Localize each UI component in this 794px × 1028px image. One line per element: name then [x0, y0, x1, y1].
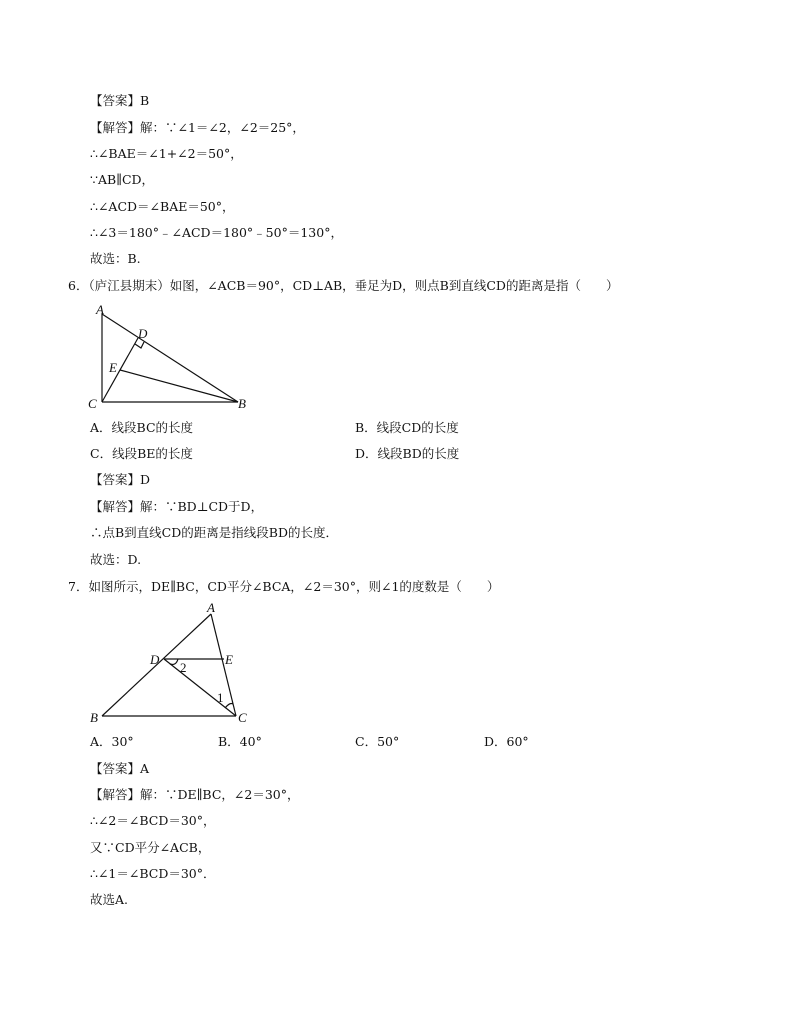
q7-figure — [80, 598, 270, 728]
label-d: D — [138, 326, 148, 341]
q7-option-d: D．60° — [484, 734, 529, 749]
label-a: A — [96, 302, 104, 317]
label-a: A — [207, 600, 215, 615]
q7-answer: 【答案】A — [90, 761, 150, 776]
right-angle-mark — [135, 342, 144, 348]
q6-solution-line: 【解答】解：∵BD⊥CD于D， — [90, 499, 264, 514]
q7-stem: 7．如图所示，DE∥BC，CD平分∠BCA，∠2＝30°，则∠1的度数是（ ） — [68, 579, 500, 594]
q6-stem: 6．（庐江县期末）如图，∠ACB＝90°，CD⊥AB，垂足为D，则点B到直线CD的距离是指（ ） — [68, 278, 619, 293]
q5-solution-line: ∴∠BAE＝∠1+∠2＝50°， — [90, 146, 243, 161]
label-b: B — [90, 710, 98, 725]
label-e: E — [225, 652, 233, 667]
label-c: C — [88, 396, 97, 411]
q6-figure — [80, 298, 280, 414]
q6-solution-line: ∴点B到直线CD的距离是指线段BD的长度． — [90, 525, 338, 540]
q6-solution-line: 故选：D. — [90, 552, 142, 567]
q7-solution-line: 又∵CD平分∠ACB， — [90, 840, 211, 855]
label-angle-1: 1 — [217, 690, 224, 705]
label-b: B — [238, 396, 246, 411]
q5-solution-line: 故选：B. — [90, 251, 141, 266]
segment-ab — [102, 314, 238, 402]
q7-option-b: B．40° — [218, 734, 262, 749]
segment-be — [120, 370, 238, 402]
q6-answer: 【答案】D — [90, 472, 151, 487]
q6-option-c: C．线段BE的长度 — [90, 446, 193, 461]
q5-solution-line: 【解答】解：∵∠1＝∠2，∠2＝25°， — [90, 120, 305, 135]
q5-solution-line: ∴∠3＝180°﹣∠ACD＝180°﹣50°＝130°， — [90, 225, 343, 240]
label-angle-2: 2 — [180, 660, 187, 675]
q7-solution-line: ∴∠1＝∠BCD＝30°． — [90, 866, 216, 881]
q7-option-a: A．30° — [90, 734, 134, 749]
q7-solution-line: ∴∠2＝∠BCD＝30°， — [90, 813, 216, 828]
angle-1-arc — [225, 704, 233, 709]
q7-solution-line: 故选A. — [90, 892, 129, 907]
q7-option-c: C．50° — [355, 734, 400, 749]
label-c: C — [238, 710, 247, 725]
label-e: E — [109, 360, 117, 375]
q6-option-a: A．线段BC的长度 — [90, 420, 194, 435]
q5-solution-line: ∵AB∥CD， — [90, 172, 155, 187]
q6-option-b: B．线段CD的长度 — [355, 420, 459, 435]
angle-2-arc — [170, 659, 178, 664]
label-d: D — [150, 652, 160, 667]
q6-option-d: D．线段BD的长度 — [355, 446, 460, 461]
q7-solution-line: 【解答】解：∵DE∥BC，∠2＝30°， — [90, 787, 300, 802]
q5-solution-line: ∴∠ACD＝∠BAE＝50°， — [90, 199, 235, 214]
q5-answer: 【答案】B — [90, 93, 150, 108]
